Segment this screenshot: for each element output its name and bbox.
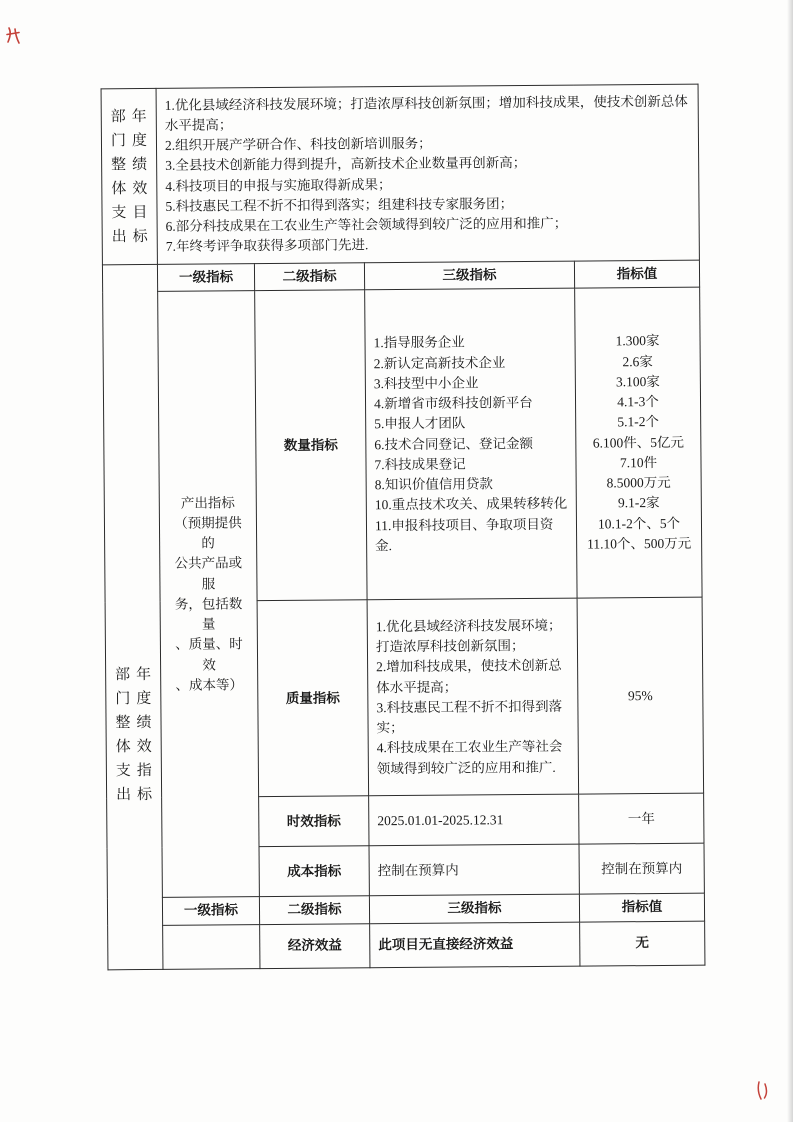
column-header-value: 指标值 [574,260,699,288]
cost-label-cell: 成本指标 [259,846,369,897]
indicator-header-column-right: 年度绩效指标 [136,666,153,803]
column-header-level2-repeat: 二级指标 [259,896,369,924]
indicator-header-column-left: 部门整体支出 [115,666,132,804]
scan-page-edge-shadow [787,0,793,1122]
output-indicator-cell: 产出指标 （预期提供的 公共产品或服 务，包括数量 、质量、时效 、成本等） [158,291,260,898]
cost-content-cell: 控制在预算内 [369,844,579,896]
quality-items-cell: 1.优化县域经济科技发展环境；打造浓厚科技创新氛围； 2.增加科技成果，使技术创新总体水平提高； 3.科技惠民工程不折不扣得到落实； 4.科技成果在工农业生产等社会领域得到较广泛的应用和推广. [367,598,579,796]
goal-list-cell: 1.优化县域经济科技发展环境；打造浓厚科技创新氛围；增加科技成果，使技术创新总体水平提高； 2.组织开展产学研合作、科技创新培训服务； 3.全县技术创新能力得到提升，高新技术企业数量再创新高； 4.科技项目的申报与实施取得新成果； 5.科技惠民工程不折不扣得到落实；组建科技专家服务团； 6.部分科技成果在工农业生产等社会领域得到较广泛的应用和推广； 7.年终考评争取获得多项部门先进. [156,84,699,264]
goal-row-header-cell [101,88,157,264]
quality-label-cell: 质量指标 [257,600,369,797]
red-ink-mark-bottom-right [754,1080,771,1101]
time-content-cell: 2025.01.01-2025.12.31 [369,794,579,846]
column-header-level3-repeat: 三级指标 [369,894,579,923]
quantity-items-cell: 1.指导服务企业 2.新认定高新技术企业 3.科技型中小企业 4.新增省市级科技创新平台 5.申报人才团队 6.技术合同登记、登记金额 7.科技成果登记 8.知识价值信用贷款 10.重点技术攻关、成果转移转化 11.申报科技项目、争取项目资金. [365,288,577,600]
time-value-cell: 一年 [579,793,704,844]
column-header-value-repeat: 指标值 [579,893,704,921]
column-header-level2: 二级指标 [254,263,364,291]
benefit-label-cell: 经济效益 [260,923,370,968]
quantity-label-cell: 数量指标 [255,290,367,601]
quantity-values-cell: 1.300家 2.6家 3.100家 4.1-3个 5.1-2个 6.100件、5亿元 7.10件 8.5000万元 9.1-2家 10.1-2个、5个 11.10个、500万元 [575,287,702,598]
column-header-level1-repeat: 一级指标 [162,897,259,925]
benefit-level1-cell [163,924,260,969]
goal-header-column-left: 部门整体支出 [110,108,127,245]
column-header-level1: 一级指标 [157,264,254,292]
economic-benefit-row [108,921,705,970]
quantity-indicator-row [103,287,702,602]
column-header-level3: 三级指标 [364,261,574,290]
goal-header-column-right: 年度绩效目标 [131,108,148,245]
goal-row [101,84,699,265]
indicator-row-header-cell [102,264,163,969]
quality-value-cell: 95% [577,597,704,794]
cost-value-cell: 控制在预算内 [579,843,704,894]
benefit-value-cell: 无 [580,921,705,966]
benefit-content-cell: 此项目无直接经济效益 [370,922,580,968]
red-ink-mark-top-left [5,26,22,45]
goal-row-header-vertical-text [110,104,149,248]
time-label-cell: 时效指标 [259,796,369,847]
performance-target-sheet [101,84,706,970]
performance-indicator-table [101,84,706,970]
indicator-row-header-vertical-text [114,663,153,807]
